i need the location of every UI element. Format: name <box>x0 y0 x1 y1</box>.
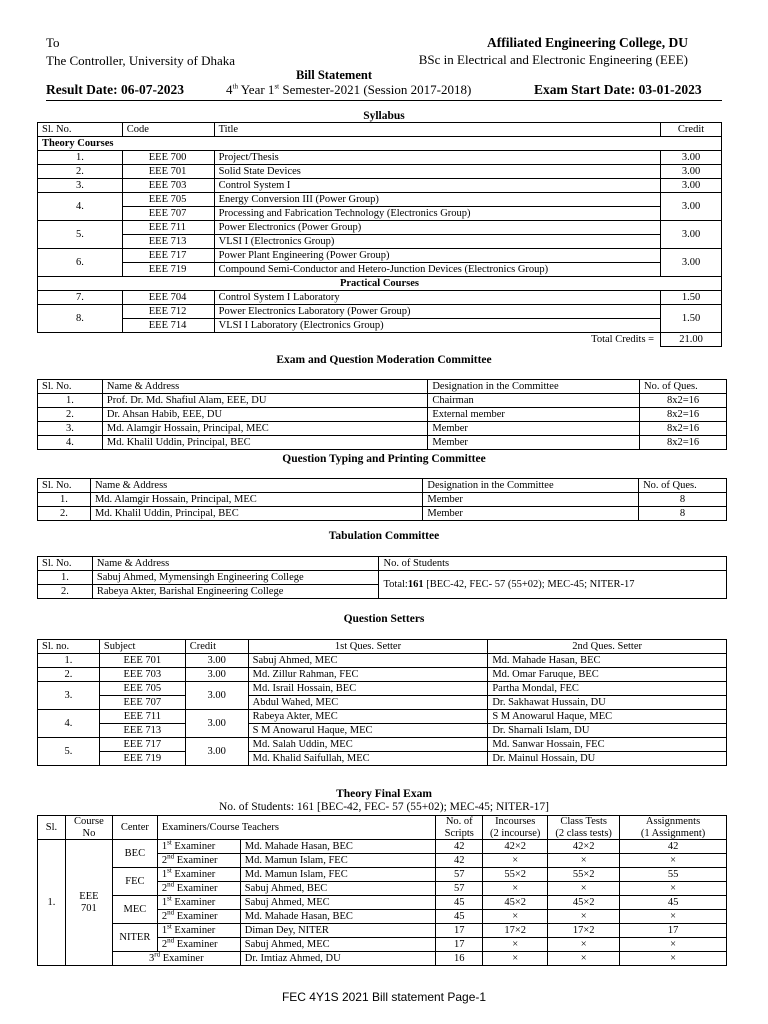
second-setter: Dr. Mainul Hossain, DU <box>488 752 727 766</box>
header-designation: Designation in the Committee <box>428 380 640 394</box>
examiner-word: Examiner <box>174 910 218 922</box>
course-credit: 3.00 <box>661 179 722 193</box>
typing-table <box>37 478 727 521</box>
name-address: Prof. Dr. Md. Shafiul Alam, EEE, DU <box>102 394 427 408</box>
moderation-row <box>38 422 727 436</box>
scripts: 45 <box>436 910 483 924</box>
second-setter: Dr. Sakhawat Hussain, DU <box>488 696 727 710</box>
incourses: × <box>483 952 548 966</box>
credit: 3.00 <box>185 738 248 766</box>
setters-table <box>37 639 727 766</box>
syllabus-course-row <box>38 221 722 235</box>
sl-no: 5. <box>38 738 100 766</box>
syllabus-course-row <box>38 319 722 333</box>
scripts: 57 <box>436 868 483 882</box>
scripts: 16 <box>436 952 483 966</box>
course-credit: 3.00 <box>661 249 722 277</box>
moderation-header-row <box>38 380 727 394</box>
syllabus-table <box>37 122 722 347</box>
setter-row <box>38 696 727 710</box>
setter-row <box>38 752 727 766</box>
tabulation-header-row <box>38 557 727 571</box>
class-tests: × <box>548 938 620 952</box>
class-tests: × <box>548 952 620 966</box>
ordinal-suffix: st <box>167 838 172 847</box>
header-center: Center <box>112 816 157 840</box>
examiner-row <box>38 924 727 938</box>
designation: Member <box>428 436 640 450</box>
scripts: 42 <box>436 840 483 854</box>
course-code: EEE 719 <box>122 263 214 277</box>
ordinal-number: 2 <box>161 882 168 894</box>
ordinal-number: 3 <box>149 952 155 964</box>
header-assignments-line2: (1 Assignment) <box>640 827 706 839</box>
first-setter: Sabuj Ahmed, MEC <box>248 654 488 668</box>
header-sl-no: Sl. no. <box>38 640 100 654</box>
syllabus-title: Syllabus <box>363 110 405 122</box>
syllabus-course-row <box>38 207 722 221</box>
sl-no: 3. <box>38 179 123 193</box>
page-footer: FEC 4Y1S 2021 Bill statement Page-1 <box>281 990 487 1004</box>
course-no <box>65 840 112 966</box>
ordinal-suffix: st <box>167 922 172 931</box>
course-title: Power Plant Engineering (Power Group) <box>214 249 660 263</box>
final-header-row <box>38 816 727 840</box>
setter-row <box>38 682 727 696</box>
sl-no: 2. <box>38 408 103 422</box>
syllabus-course-row <box>38 263 722 277</box>
incourses: 45×2 <box>483 896 548 910</box>
setter-row <box>38 710 727 724</box>
course-title: Project/Thesis <box>214 151 660 165</box>
class-tests: × <box>548 854 620 868</box>
assignments: × <box>620 854 727 868</box>
examiner-name: Dr. Imtiaz Ahmed, DU <box>240 952 436 966</box>
sl-no: 6. <box>38 249 123 277</box>
examiner-role <box>112 952 240 966</box>
class-tests: 17×2 <box>548 924 620 938</box>
doc-title: Bill Statement <box>295 68 373 82</box>
examiner-name: Md. Mamun Islam, FEC <box>240 868 436 882</box>
course-code: EEE 700 <box>122 151 214 165</box>
syllabus-course-row <box>38 291 722 305</box>
assignments: × <box>620 910 727 924</box>
header-sl-no: Sl. No. <box>38 479 91 493</box>
examiner-name: Sabuj Ahmed, MEC <box>240 938 436 952</box>
center-name: MEC <box>112 896 157 924</box>
course-title: Processing and Fabrication Technology (Electronics Group) <box>214 207 660 221</box>
examiner-word: Examiner <box>174 882 218 894</box>
course-credit: 1.50 <box>661 305 722 333</box>
exam-start-date: Exam Start Date: 03-01-2023 <box>534 82 702 97</box>
header-incourses-line2: (2 incourse) <box>489 827 541 839</box>
incourses: 42×2 <box>483 840 548 854</box>
header-credit: Credit <box>661 123 722 137</box>
examiner-word: Examiner <box>174 938 218 950</box>
moderation-row <box>38 436 727 450</box>
theory-final-table <box>37 815 727 966</box>
subject: EEE 719 <box>99 752 185 766</box>
no-of-ques: 8x2=16 <box>640 394 727 408</box>
no-of-ques: 8 <box>639 493 727 507</box>
syllabus-course-row <box>38 179 722 193</box>
examiner-name: Md. Mahade Hasan, BEC <box>240 840 436 854</box>
sl-no: 4. <box>38 193 123 221</box>
assignments: 42 <box>620 840 727 854</box>
class-tests: 55×2 <box>548 868 620 882</box>
header-designation: Designation in the Committee <box>423 479 639 493</box>
designation: External member <box>428 408 640 422</box>
header-sl-no: Sl. No. <box>38 123 123 137</box>
header-course-line1: Course <box>74 816 104 827</box>
header-assignments <box>620 816 727 840</box>
name-address: Md. Khalil Uddin, Principal, BEC <box>90 507 422 521</box>
ordinal-number: 1 <box>161 924 168 936</box>
second-setter: Partha Mondal, FEC <box>488 682 727 696</box>
assignments: 17 <box>620 924 727 938</box>
first-setter: Md. Israil Hossain, BEC <box>248 682 488 696</box>
header-class-tests-line2: (2 class tests) <box>555 827 612 839</box>
moderation-row <box>38 394 727 408</box>
header-no-of-students: No. of Students <box>379 557 727 571</box>
scripts: 42 <box>436 854 483 868</box>
subject: EEE 701 <box>99 654 185 668</box>
designation: Member <box>423 507 639 521</box>
header-no-of-ques: No. of Ques. <box>639 479 727 493</box>
moderation-title: Exam and Question Moderation Committee <box>276 354 492 366</box>
header-examiners: Examiners/Course Teachers <box>157 816 435 840</box>
typing-row <box>38 493 727 507</box>
incourses: × <box>483 938 548 952</box>
course-code: EEE 712 <box>122 305 214 319</box>
course-title: Control System I <box>214 179 660 193</box>
typing-row <box>38 507 727 521</box>
course-title: VLSI I Laboratory (Electronics Group) <box>214 319 660 333</box>
first-setter: S M Anowarul Haque, MEC <box>248 724 488 738</box>
second-setter: S M Anowarul Haque, MEC <box>488 710 727 724</box>
theory-final-subtitle: No. of Students: 161 [BEC-42, FEC- 57 (55+02); MEC-45; NITER-17] <box>218 801 550 813</box>
examiner-word: Examiner <box>174 854 218 866</box>
examiner-row <box>38 868 727 882</box>
ordinal-suffix: rd <box>154 950 161 959</box>
setter-row <box>38 738 727 752</box>
second-setter: Md. Sanwar Hossain, FEC <box>488 738 727 752</box>
program-name: BSc in Electrical and Electronic Engineering (EEE) <box>418 52 688 67</box>
second-setter: Md. Omar Faruque, BEC <box>488 668 727 682</box>
syllabus-course-row <box>38 305 722 319</box>
ordinal-suffix: st <box>167 894 172 903</box>
ordinal-suffix: nd <box>167 936 175 945</box>
sl-no: 4. <box>38 436 103 450</box>
course-title: VLSI I (Electronics Group) <box>214 235 660 249</box>
sl-no: 2. <box>38 585 93 599</box>
header-class-tests <box>548 816 620 840</box>
name-address: Dr. Ahsan Habib, EEE, DU <box>102 408 427 422</box>
header-course-line2: No <box>82 827 96 839</box>
header-name-address: Name & Address <box>92 557 379 571</box>
header-credit: Credit <box>185 640 248 654</box>
syllabus-course-row <box>38 249 722 263</box>
sl-no: 3. <box>38 422 103 436</box>
header-subject: Subject <box>99 640 185 654</box>
practical-courses-row <box>38 277 722 291</box>
setter-row <box>38 724 727 738</box>
subject: EEE 717 <box>99 738 185 752</box>
ordinal-number: 1 <box>161 868 168 880</box>
assignments: × <box>620 882 727 896</box>
syllabus-course-row <box>38 193 722 207</box>
header-second-setter: 2nd Ques. Setter <box>488 640 727 654</box>
semester-info: 4th Year 1st Semester-2021 (Session 2017-2018) <box>226 82 472 97</box>
no-of-ques: 8 <box>639 507 727 521</box>
sl-no: 3. <box>38 682 100 710</box>
scripts: 57 <box>436 882 483 896</box>
header-name-address: Name & Address <box>90 479 422 493</box>
first-setter: Abdul Wahed, MEC <box>248 696 488 710</box>
total-credits-row <box>38 333 722 347</box>
examiner-word: Examiner <box>171 840 216 852</box>
incourses: 55×2 <box>483 868 548 882</box>
designation: Chairman <box>428 394 640 408</box>
syllabus-course-row <box>38 235 722 249</box>
header-code: Code <box>122 123 214 137</box>
course-credit: 3.00 <box>661 193 722 221</box>
students-total-cell <box>379 571 727 599</box>
setter-row <box>38 654 727 668</box>
header-title: Title <box>214 123 660 137</box>
scripts: 45 <box>436 896 483 910</box>
ordinal-suffix: nd <box>167 880 175 889</box>
sl-no: 2. <box>38 507 91 521</box>
name-address: Md. Alamgir Hossain, Principal, MEC <box>102 422 427 436</box>
subject: EEE 713 <box>99 724 185 738</box>
sl-no: 1. <box>38 840 66 966</box>
sl-no: 7. <box>38 291 123 305</box>
ordinal-number: 2 <box>161 938 168 950</box>
name-address: Rabeya Akter, Barishal Engineering College <box>92 585 379 599</box>
header-sl: Sl. <box>38 816 66 840</box>
college-name: Affiliated Engineering College, DU <box>487 35 688 50</box>
header-sl-no: Sl. No. <box>38 380 103 394</box>
sl-no: 1. <box>38 654 100 668</box>
class-tests: 42×2 <box>548 840 620 854</box>
course-code: EEE 705 <box>122 193 214 207</box>
ordinal-number: 1 <box>161 840 168 852</box>
no-of-ques: 8x2=16 <box>640 436 727 450</box>
students-prefix: Total: <box>383 578 408 590</box>
sl-no: 8. <box>38 305 123 333</box>
typing-header-row <box>38 479 727 493</box>
header-incourses <box>483 816 548 840</box>
syllabus-header-row <box>38 123 722 137</box>
header-scripts-line2: Scripts <box>444 827 474 839</box>
assignments: × <box>620 952 727 966</box>
course-code: EEE 704 <box>122 291 214 305</box>
examiner-name: Sabuj Ahmed, MEC <box>240 896 436 910</box>
third-examiner-row <box>38 952 727 966</box>
sl-no: 4. <box>38 710 100 738</box>
credit: 3.00 <box>185 668 248 682</box>
incourses: × <box>483 910 548 924</box>
tabulation-title: Tabulation Committee <box>328 530 440 542</box>
header-scripts <box>436 816 483 840</box>
incourses: 17×2 <box>483 924 548 938</box>
sl-no: 2. <box>38 668 100 682</box>
ordinal-number: 1 <box>161 896 168 908</box>
center-name: NITER <box>112 924 157 952</box>
examiner-row <box>38 840 727 854</box>
course-title: Power Electronics Laboratory (Power Group) <box>214 305 660 319</box>
header-course <box>65 816 112 840</box>
assignments: × <box>620 938 727 952</box>
examiner-word: Examiner <box>171 868 216 880</box>
class-tests: × <box>548 910 620 924</box>
first-setter: Md. Salah Uddin, MEC <box>248 738 488 752</box>
total-credits-value: 21.00 <box>661 333 722 347</box>
first-setter: Md. Khalid Saifullah, MEC <box>248 752 488 766</box>
header-no-of-ques: No. of Ques. <box>640 380 727 394</box>
course-code: EEE 707 <box>122 207 214 221</box>
header-assignments-line1: Assignments <box>645 816 701 827</box>
moderation-row <box>38 408 727 422</box>
incourses: × <box>483 854 548 868</box>
course-code-line1: EEE <box>79 891 99 903</box>
setter-row <box>38 668 727 682</box>
tabulation-row <box>38 571 727 585</box>
course-title: Energy Conversion III (Power Group) <box>214 193 660 207</box>
course-credit: 3.00 <box>661 151 722 165</box>
examiner-row <box>38 896 727 910</box>
course-code: EEE 701 <box>122 165 214 179</box>
subject: EEE 703 <box>99 668 185 682</box>
scripts: 17 <box>436 924 483 938</box>
course-credit: 3.00 <box>661 221 722 249</box>
header-sl-no: Sl. No. <box>38 557 93 571</box>
syllabus-course-row <box>38 165 722 179</box>
examiner-word: Examiner <box>171 896 216 908</box>
credit: 3.00 <box>185 654 248 668</box>
practical-courses-label: Practical Courses <box>38 277 722 291</box>
ordinal-suffix: nd <box>167 908 175 917</box>
course-code-line2: 701 <box>81 902 97 914</box>
course-code: EEE 711 <box>122 221 214 235</box>
name-address: Md. Alamgir Hossain, Principal, MEC <box>90 493 422 507</box>
subject: EEE 707 <box>99 696 185 710</box>
theory-courses-label: Theory Courses <box>38 137 722 151</box>
assignments: 45 <box>620 896 727 910</box>
header-name-address: Name & Address <box>102 380 427 394</box>
examiner-name: Md. Mamun Islam, FEC <box>240 854 436 868</box>
subject: EEE 705 <box>99 682 185 696</box>
sl-no: 1. <box>38 571 93 585</box>
result-date: Result Date: 06-07-2023 <box>46 82 184 97</box>
examiner-name: Diman Dey, NITER <box>240 924 436 938</box>
typing-title: Question Typing and Printing Committee <box>282 453 486 465</box>
scripts: 17 <box>436 938 483 952</box>
course-code: EEE 717 <box>122 249 214 263</box>
to-label: To <box>46 35 60 50</box>
no-of-ques: 8x2=16 <box>640 408 727 422</box>
ordinal-suffix: nd <box>167 852 175 861</box>
course-code: EEE 703 <box>122 179 214 193</box>
course-title: Compound Semi-Conductor and Hetero-Junction Devices (Electronics Group) <box>214 263 660 277</box>
examiner-name: Sabuj Ahmed, BEC <box>240 882 436 896</box>
name-address: Sabuj Ahmed, Mymensingh Engineering College <box>92 571 379 585</box>
syllabus-course-row <box>38 151 722 165</box>
students-breakdown: [BEC-42, FEC- 57 (55+02); MEC-45; NITER-17 <box>423 578 635 590</box>
course-credit: 1.50 <box>661 291 722 305</box>
ordinal-suffix: st <box>167 866 172 875</box>
sl-no: 1. <box>38 151 123 165</box>
theory-courses-row <box>38 137 722 151</box>
sl-no: 1. <box>38 394 103 408</box>
ordinal-number: 2 <box>161 910 168 922</box>
class-tests: × <box>548 882 620 896</box>
incourses: × <box>483 882 548 896</box>
course-title: Solid State Devices <box>214 165 660 179</box>
header-incourses-line1: Incourses <box>495 816 536 827</box>
class-tests: 45×2 <box>548 896 620 910</box>
theory-final-title: Theory Final Exam <box>336 788 432 800</box>
examiner-name: Md. Mahade Hasan, BEC <box>240 910 436 924</box>
subject: EEE 711 <box>99 710 185 724</box>
credit: 3.00 <box>185 710 248 738</box>
first-setter: Md. Zillur Rahman, FEC <box>248 668 488 682</box>
header-class-tests-line1: Class Tests <box>560 816 607 827</box>
students-total: 161 <box>407 578 424 590</box>
name-address: Md. Khalil Uddin, Principal, BEC <box>102 436 427 450</box>
second-setter: Dr. Sharnali Islam, DU <box>488 724 727 738</box>
setters-title: Question Setters <box>343 613 425 625</box>
assignments: 55 <box>620 868 727 882</box>
examiner-word: Examiner <box>160 952 204 964</box>
examiner-role <box>157 938 240 952</box>
tabulation-table <box>37 556 727 599</box>
examiner-word: Examiner <box>171 924 216 936</box>
sl-no: 5. <box>38 221 123 249</box>
sl-no: 1. <box>38 493 91 507</box>
course-code: EEE 713 <box>122 235 214 249</box>
course-title: Control System I Laboratory <box>214 291 660 305</box>
course-code: EEE 714 <box>122 319 214 333</box>
ordinal-number: 2 <box>161 854 168 866</box>
setters-header-row <box>38 640 727 654</box>
credit: 3.00 <box>185 682 248 710</box>
designation: Member <box>423 493 639 507</box>
header-scripts-line1: No. of <box>445 816 473 827</box>
center-name: BEC <box>112 840 157 868</box>
header-divider <box>46 100 722 101</box>
header-first-setter: 1st Ques. Setter <box>248 640 488 654</box>
moderation-table <box>37 379 727 450</box>
second-setter: Md. Mahade Hasan, BEC <box>488 654 727 668</box>
course-credit: 3.00 <box>661 165 722 179</box>
designation: Member <box>428 422 640 436</box>
sl-no: 2. <box>38 165 123 179</box>
first-setter: Rabeya Akter, MEC <box>248 710 488 724</box>
no-of-ques: 8x2=16 <box>640 422 727 436</box>
center-name: FEC <box>112 868 157 896</box>
recipient: The Controller, University of Dhaka <box>46 53 236 68</box>
course-title: Power Electronics (Power Group) <box>214 221 660 235</box>
total-credits-label: Total Credits = <box>591 333 655 345</box>
